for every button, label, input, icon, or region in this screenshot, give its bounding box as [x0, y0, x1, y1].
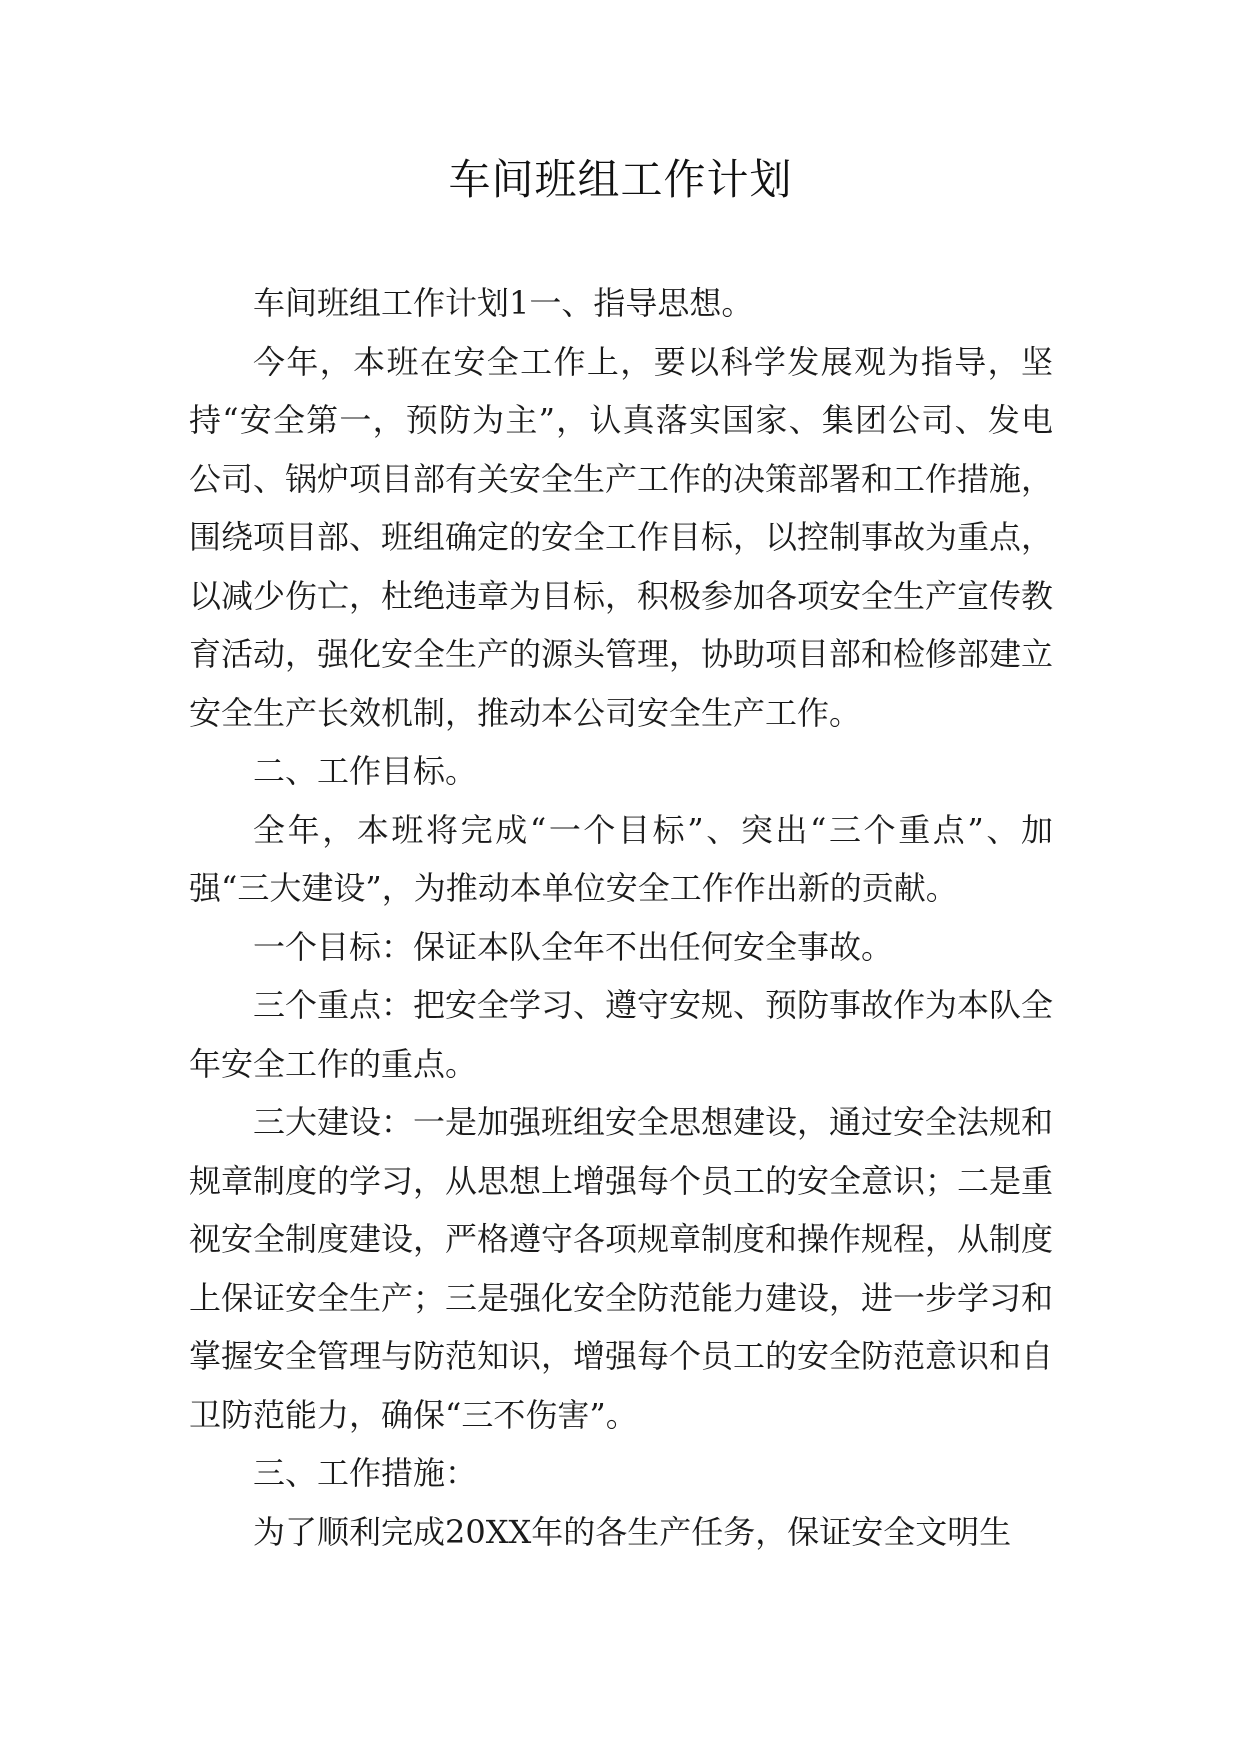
heading-work-goals: 二、工作目标。	[253, 752, 478, 790]
document-body	[189, 274, 1053, 1561]
paragraph-guiding-ideology: 车间班组工作计划1一、指导思想。	[253, 284, 754, 322]
paragraph-safety-policy: 今年，本班在安全工作上，要以科学发展观为指导，坚持“安全第一，预防为主”，认真落实国家、集团公司、发电公司、锅炉项目部有关安全生产工作的决策部署和工作措施，围绕项目部、班组确定的安全工作目标，以控制事故为重点，以减少伤亡，杜绝违章为目标，积极参加各项安全生产宣传教育活动，强化安全生产的源头管理，协助项目部和检修部建立安全生产长效机制，推动本公司安全生产工作。	[189, 342, 1054, 732]
paragraph-three-constructions: 三大建设：一是加强班组安全思想建设，通过安全法规和规章制度的学习，从思想上增强每个员工的安全意识；二是重视安全制度建设，严格遵守各项规章制度和操作规程，从制度上保证安全生产；三是强化安全防范能力建设，进一步学习和掌握安全管理与防范知识，增强每个员工的安全防范意识和自卫防范能力，确保“三不伤害”。	[189, 1103, 1054, 1434]
paragraph-production-tasks: 为了顺利完成20XX年的各生产任务，保证安全文明生	[253, 1512, 1012, 1551]
paragraph-one-goal: 一个目标：保证本队全年不出任何安全事故。	[253, 927, 894, 966]
paragraph-annual-goals: 全年，本班将完成“一个目标”、突出“三个重点”、加强“三大建设”，为推动本单位安全工作作出新的贡献。	[189, 810, 1053, 907]
heading-work-measures: 三、工作措施：	[253, 1454, 478, 1492]
document-title: 车间班组工作计划	[448, 155, 793, 204]
paragraph-three-focuses: 三个重点：把安全学习、遵守安规、预防事故作为本队全年安全工作的重点。	[189, 986, 1054, 1083]
